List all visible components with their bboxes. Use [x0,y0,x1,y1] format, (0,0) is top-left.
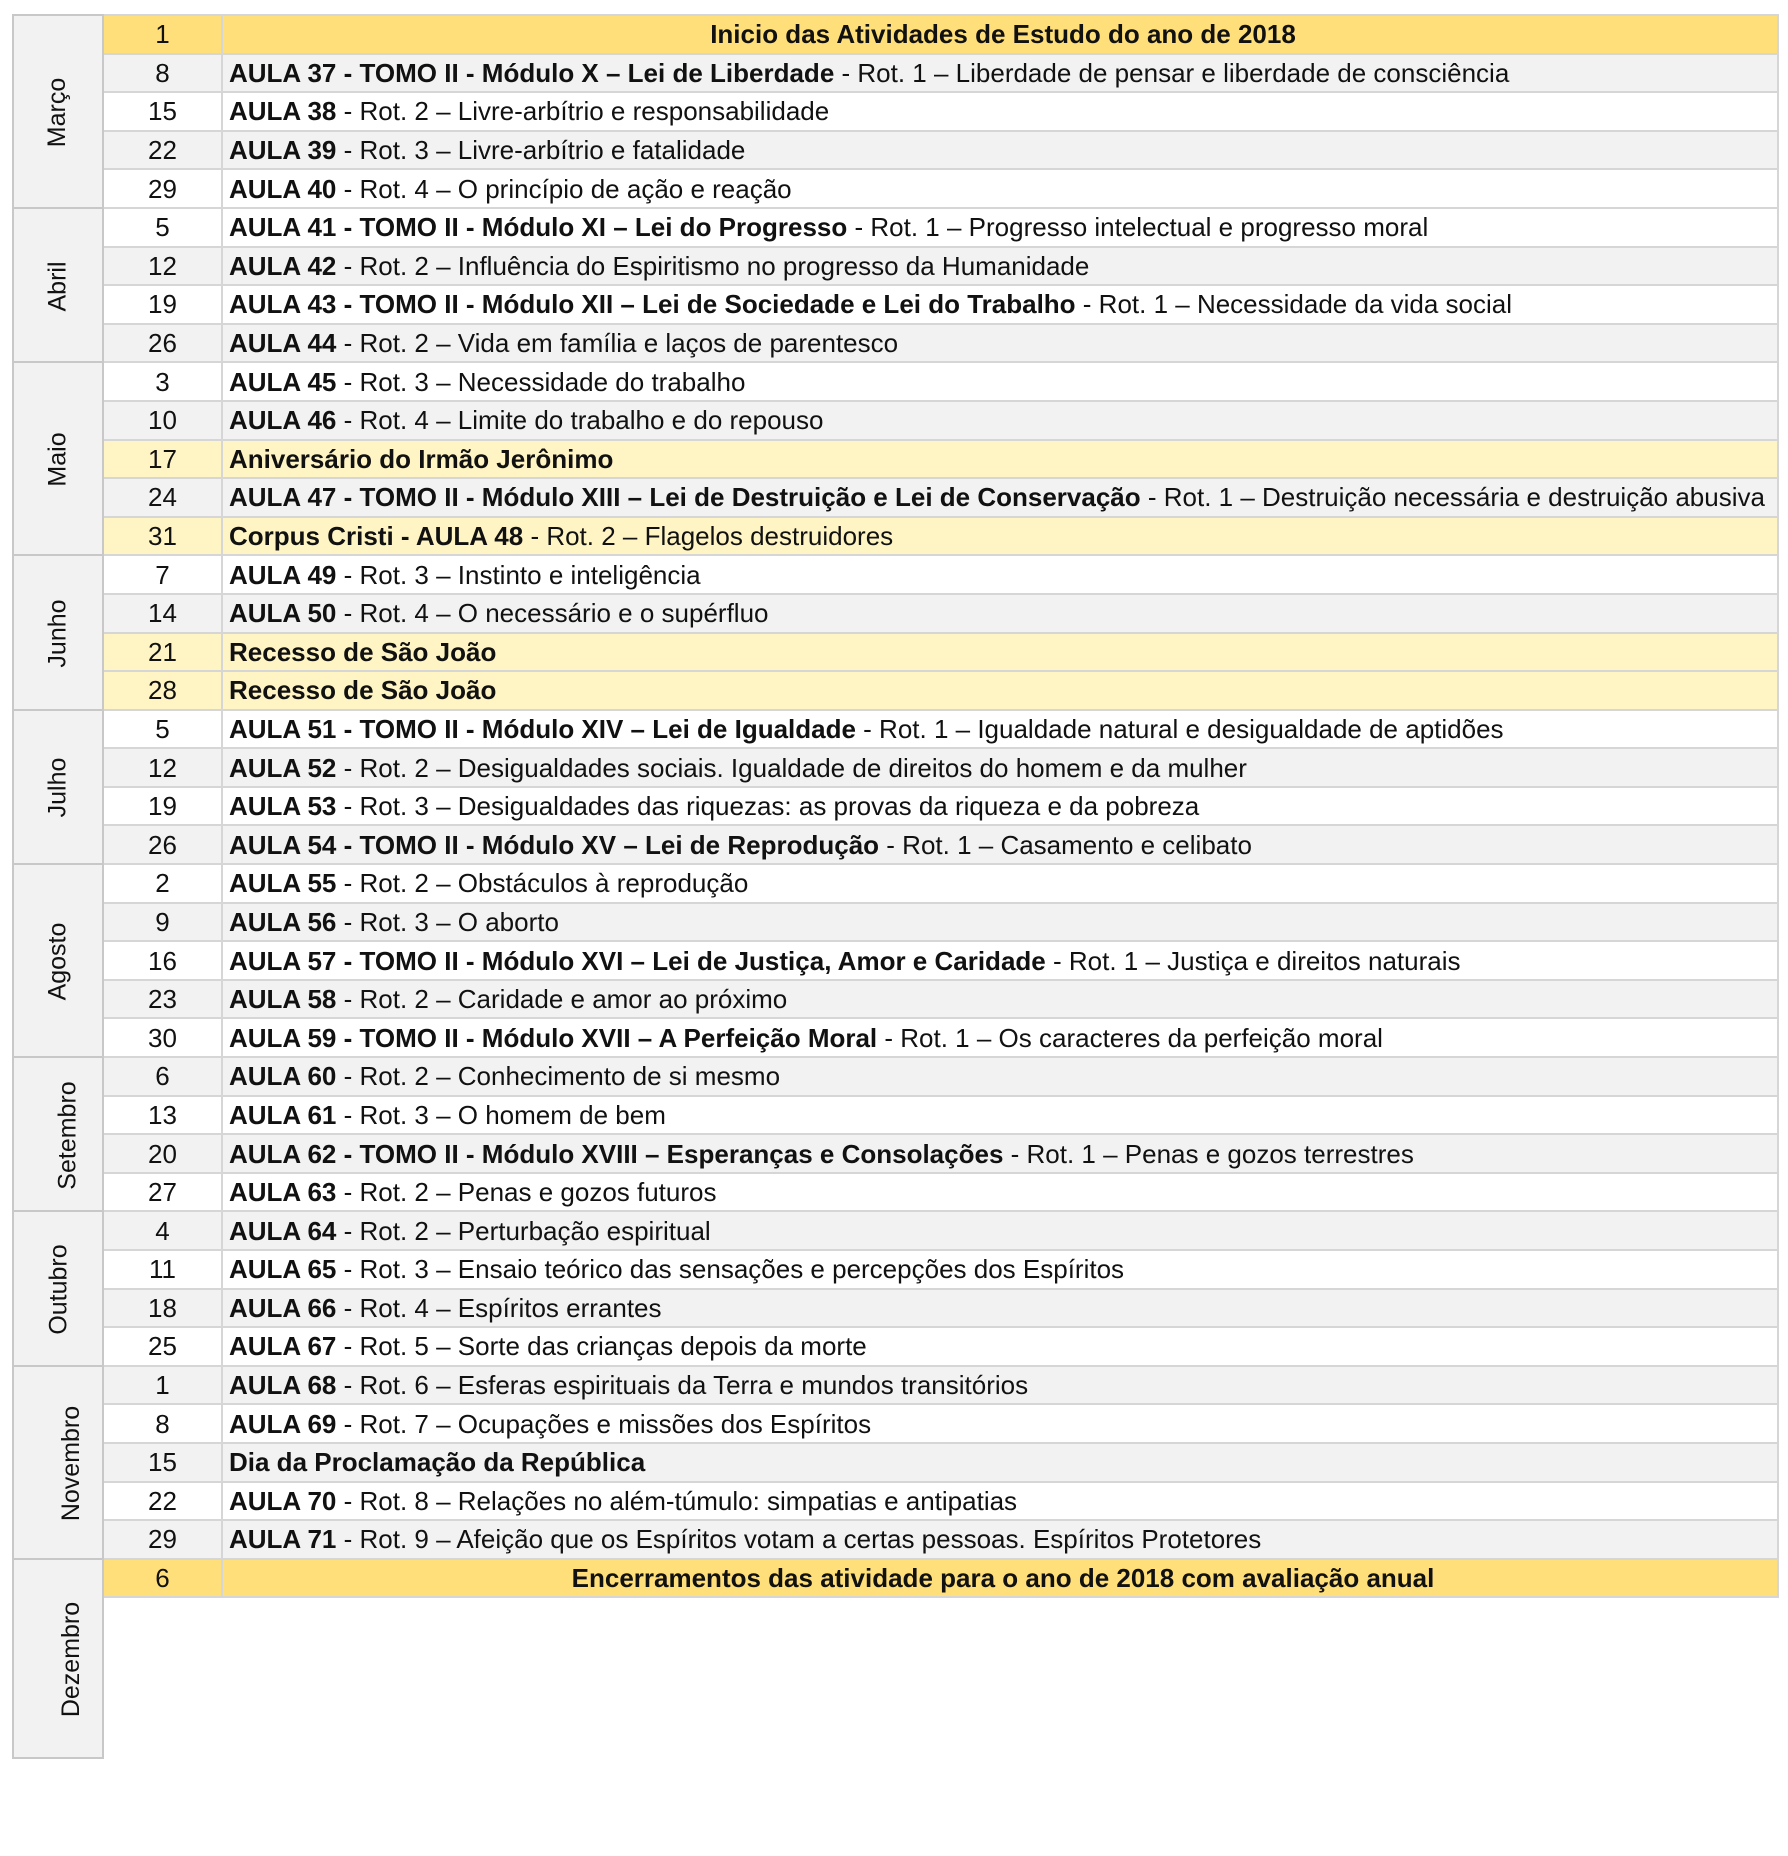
description-cell [222,1289,1778,1328]
lesson-title: AULA 41 - TOMO II - Módulo XI – Lei do Progresso [229,212,848,243]
description-cell [222,1520,1778,1559]
lesson-topic: - Rot. 2 – Conhecimento de si mesmo [336,1061,781,1092]
lesson-title: Aniversário do Irmão Jerônimo [229,443,614,474]
table-row [13,787,1778,826]
description-cell [222,633,1778,672]
lesson-title: AULA 38 [229,96,337,127]
description-cell [222,1559,1778,1598]
description-cell [222,169,1778,208]
lesson-topic: - Rot. 1 – Justiça e direitos naturais [1045,945,1461,976]
lesson-title: AULA 46 [229,405,337,436]
lesson-topic: - Rot. 1 – Necessidade da vida social [1075,289,1513,320]
lesson-title: AULA 67 [229,1331,337,1362]
day-cell: 17 [103,440,222,479]
day-cell: 19 [103,787,222,826]
table-row-empty [13,1597,1778,1758]
schedule-body [13,15,1778,1758]
description-cell [222,131,1778,170]
lesson-topic: - Rot. 2 – Livre-arbítrio e responsabilidade [336,96,830,127]
day-cell: 30 [103,1018,222,1057]
description-cell [222,1018,1778,1057]
table-row [13,1327,1778,1366]
table-row [13,1250,1778,1289]
day-cell: 6 [103,1057,222,1096]
lesson-topic: - Rot. 4 – Limite do trabalho e do repouso [336,405,824,436]
lesson-topic: - Rot. 4 – Espíritos errantes [336,1292,662,1323]
lesson-title: AULA 47 - TOMO II - Módulo XIII – Lei de Destruição e Lei de Conservação [229,482,1141,513]
day-cell: 10 [103,401,222,440]
month-label: Agosto [43,922,72,1001]
day-cell: 28 [103,671,222,710]
lesson-topic: - Rot. 9 – Afeição que os Espíritos votam a certas pessoas. Espíritos Protetores [336,1524,1262,1555]
lesson-topic: - Rot. 3 – Livre-arbítrio e fatalidade [336,135,746,166]
table-row [13,15,1778,54]
table-row [13,980,1778,1019]
table-row [13,1211,1778,1250]
lesson-topic: - Rot. 4 – O necessário e o supérfluo [336,598,769,629]
description-cell [222,594,1778,633]
day-cell: 14 [103,594,222,633]
description-cell [222,478,1778,517]
description-cell [222,208,1778,247]
schedule-table [12,14,1779,1759]
day-cell: 23 [103,980,222,1019]
table-row [13,1482,1778,1521]
lesson-topic: - Rot. 5 – Sorte das crianças depois da morte [336,1331,867,1362]
day-cell: 15 [103,1443,222,1482]
table-row [13,131,1778,170]
table-row [13,1096,1778,1135]
lesson-title: AULA 43 - TOMO II - Módulo XII – Lei de Sociedade e Lei do Trabalho [229,289,1076,320]
description-cell [222,710,1778,749]
table-row [13,92,1778,131]
month-label: Dezembro [57,1601,86,1718]
description-cell [222,1404,1778,1443]
lesson-topic: - Rot. 2 – Desigualdades sociais. Igualdade de direitos do homem e da mulher [336,752,1247,783]
lesson-topic: - Rot. 6 – Esferas espirituais da Terra e mundos transitórios [336,1370,1029,1401]
day-cell: 12 [103,247,222,286]
table-row [13,54,1778,93]
day-cell: 1 [103,1366,222,1405]
lesson-title: AULA 42 [229,250,337,281]
month-cell [13,1559,103,1759]
lesson-topic: - Rot. 2 – Obstáculos à reprodução [336,868,749,899]
lesson-topic: - Rot. 1 – Destruição necessária e destruição abusiva [1140,482,1765,513]
table-row [13,362,1778,401]
table-row [13,825,1778,864]
lesson-title: AULA 68 [229,1370,337,1401]
lesson-title: AULA 64 [229,1215,337,1246]
lesson-topic: - Rot. 2 – Flagelos destruidores [523,521,894,552]
lesson-title: Encerramentos das atividade para o ano de 2018 com avaliação anual [571,1563,1435,1594]
table-row [13,671,1778,710]
day-cell: 24 [103,478,222,517]
day-cell: 8 [103,54,222,93]
lesson-title: AULA 65 [229,1254,337,1285]
day-cell: 16 [103,941,222,980]
lesson-topic: - Rot. 2 – Influência do Espiritismo no progresso da Humanidade [336,250,1090,281]
lesson-title: AULA 62 - TOMO II - Módulo XVIII – Esperanças e Consolações [229,1138,1004,1169]
lesson-title: Dia da Proclamação da República [229,1447,646,1478]
description-cell [222,1134,1778,1173]
description-cell [222,517,1778,556]
month-cell [13,864,103,1057]
day-cell: 12 [103,748,222,787]
day-cell: 31 [103,517,222,556]
description-cell [222,1096,1778,1135]
lesson-topic: - Rot. 3 – Instinto e inteligência [336,559,701,590]
lesson-title: AULA 44 [229,328,337,359]
description-cell [222,362,1778,401]
description-cell [222,15,1778,54]
day-cell: 5 [103,208,222,247]
day-cell: 13 [103,1096,222,1135]
table-row [13,748,1778,787]
description-cell [222,1366,1778,1405]
description-cell [222,1250,1778,1289]
day-cell: 11 [103,1250,222,1289]
day-cell: 4 [103,1211,222,1250]
description-cell [222,1443,1778,1482]
month-label: Julho [43,757,72,818]
description-cell [222,324,1778,363]
lesson-topic: - Rot. 3 – Desigualdades das riquezas: as provas da riqueza e da pobreza [336,791,1200,822]
empty-cell [222,1597,1778,1758]
lesson-topic: - Rot. 3 – O homem de bem [336,1099,666,1130]
day-cell: 29 [103,1520,222,1559]
day-cell: 26 [103,825,222,864]
description-cell [222,440,1778,479]
day-cell: 18 [103,1289,222,1328]
month-cell [13,710,103,864]
lesson-topic: - Rot. 2 – Caridade e amor ao próximo [336,984,788,1015]
lesson-topic: - Rot. 1 – Os caracteres da perfeição moral [877,1022,1383,1053]
day-cell: 19 [103,285,222,324]
lesson-topic: - Rot. 1 – Penas e gozos terrestres [1003,1138,1414,1169]
day-cell: 9 [103,903,222,942]
table-row [13,1366,1778,1405]
table-row [13,1404,1778,1443]
lesson-topic: - Rot. 2 – Vida em família e laços de parentesco [336,328,899,359]
lesson-topic: - Rot. 4 – O princípio de ação e reação [336,173,792,204]
month-label: Março [43,77,72,148]
table-row [13,710,1778,749]
lesson-title: AULA 70 [229,1485,337,1516]
lesson-title: AULA 52 [229,752,337,783]
month-label: Setembro [53,1081,82,1190]
description-cell [222,555,1778,594]
day-cell: 26 [103,324,222,363]
day-cell: 5 [103,710,222,749]
lesson-topic: - Rot. 1 – Progresso intelectual e progresso moral [847,212,1429,243]
description-cell [222,903,1778,942]
month-label: Outubro [44,1244,73,1335]
empty-cell [103,1597,222,1758]
day-cell: 15 [103,92,222,131]
lesson-title: AULA 53 [229,791,337,822]
lesson-title: AULA 57 - TOMO II - Módulo XVI – Lei de Justiça, Amor e Caridade [229,945,1046,976]
description-cell [222,748,1778,787]
lesson-title: AULA 59 - TOMO II - Módulo XVII – A Perfeição Moral [229,1022,878,1053]
month-cell [13,208,103,362]
lesson-topic: - Rot. 2 – Penas e gozos futuros [336,1177,717,1208]
lesson-title: AULA 66 [229,1292,337,1323]
lesson-title: Recesso de São João [229,636,497,667]
lesson-title: AULA 39 [229,135,337,166]
day-cell: 1 [103,15,222,54]
month-cell [13,1057,103,1211]
table-row [13,247,1778,286]
description-cell [222,825,1778,864]
month-cell [13,15,103,208]
lesson-topic: - Rot. 3 – O aborto [336,906,559,937]
lesson-title: Recesso de São João [229,675,497,706]
description-cell [222,1211,1778,1250]
month-label: Maio [43,432,72,487]
table-row [13,169,1778,208]
day-cell: 25 [103,1327,222,1366]
description-cell [222,941,1778,980]
table-row [13,401,1778,440]
table-row [13,324,1778,363]
day-cell: 6 [103,1559,222,1598]
table-row [13,1173,1778,1212]
description-cell [222,1327,1778,1366]
day-cell: 8 [103,1404,222,1443]
table-row [13,1018,1778,1057]
lesson-title: AULA 56 [229,906,337,937]
table-row [13,1559,1778,1598]
description-cell [222,285,1778,324]
month-label: Junho [43,599,72,668]
table-row [13,1443,1778,1482]
month-label: Novembro [57,1405,86,1521]
lesson-topic: - Rot. 3 – Necessidade do trabalho [336,366,746,397]
table-row [13,903,1778,942]
description-cell [222,401,1778,440]
table-row [13,594,1778,633]
description-cell [222,671,1778,710]
lesson-title: AULA 58 [229,984,337,1015]
day-cell: 21 [103,633,222,672]
lesson-title: AULA 51 - TOMO II - Módulo XIV – Lei de Igualdade [229,713,856,744]
day-cell: 20 [103,1134,222,1173]
table-row [13,517,1778,556]
lesson-title: AULA 54 - TOMO II - Módulo XV – Lei de Reprodução [229,829,880,860]
day-cell: 22 [103,1482,222,1521]
lesson-title: AULA 37 - TOMO II - Módulo X – Lei de Liberdade [229,57,835,88]
table-row [13,555,1778,594]
description-cell [222,1173,1778,1212]
day-cell: 7 [103,555,222,594]
table-row [13,633,1778,672]
description-cell [222,54,1778,93]
lesson-title: AULA 55 [229,868,337,899]
lesson-title: AULA 71 [229,1524,337,1555]
lesson-title: AULA 50 [229,598,337,629]
table-row [13,941,1778,980]
lesson-topic: - Rot. 3 – Ensaio teórico das sensações e percepções dos Espíritos [336,1254,1125,1285]
month-cell [13,1366,103,1559]
table-row [13,478,1778,517]
description-cell [222,247,1778,286]
lesson-title: AULA 60 [229,1061,337,1092]
lesson-topic: - Rot. 1 – Liberdade de pensar e liberdade de consciência [834,57,1510,88]
description-cell [222,864,1778,903]
lesson-topic: - Rot. 7 – Ocupações e missões dos Espíritos [336,1408,872,1439]
table-row [13,1520,1778,1559]
lesson-title: AULA 61 [229,1099,337,1130]
lesson-topic: - Rot. 1 – Igualdade natural e desigualdade de aptidões [855,713,1504,744]
description-cell [222,92,1778,131]
table-row [13,208,1778,247]
lesson-topic: - Rot. 1 – Casamento e celibato [879,829,1252,860]
lesson-title: AULA 49 [229,559,337,590]
day-cell: 3 [103,362,222,401]
month-label: Abril [43,261,72,312]
table-row [13,440,1778,479]
table-row [13,285,1778,324]
month-cell [13,362,103,555]
description-cell [222,980,1778,1019]
description-cell [222,1482,1778,1521]
lesson-title: AULA 69 [229,1408,337,1439]
lesson-title: AULA 45 [229,366,337,397]
lesson-title: Corpus Cristi - AULA 48 [229,521,524,552]
table-row [13,1289,1778,1328]
day-cell: 27 [103,1173,222,1212]
lesson-title: AULA 63 [229,1177,337,1208]
description-cell [222,787,1778,826]
day-cell: 2 [103,864,222,903]
month-cell [13,555,103,709]
lesson-title: AULA 40 [229,173,337,204]
description-cell [222,1057,1778,1096]
lesson-title: Inicio das Atividades de Estudo do ano de 2018 [710,19,1296,50]
lesson-topic: - Rot. 2 – Perturbação espiritual [336,1215,711,1246]
table-row [13,864,1778,903]
table-row [13,1057,1778,1096]
table-row [13,1134,1778,1173]
month-cell [13,1211,103,1365]
day-cell: 29 [103,169,222,208]
lesson-topic: - Rot. 8 – Relações no além-túmulo: simpatias e antipatias [336,1485,1018,1516]
day-cell: 22 [103,131,222,170]
